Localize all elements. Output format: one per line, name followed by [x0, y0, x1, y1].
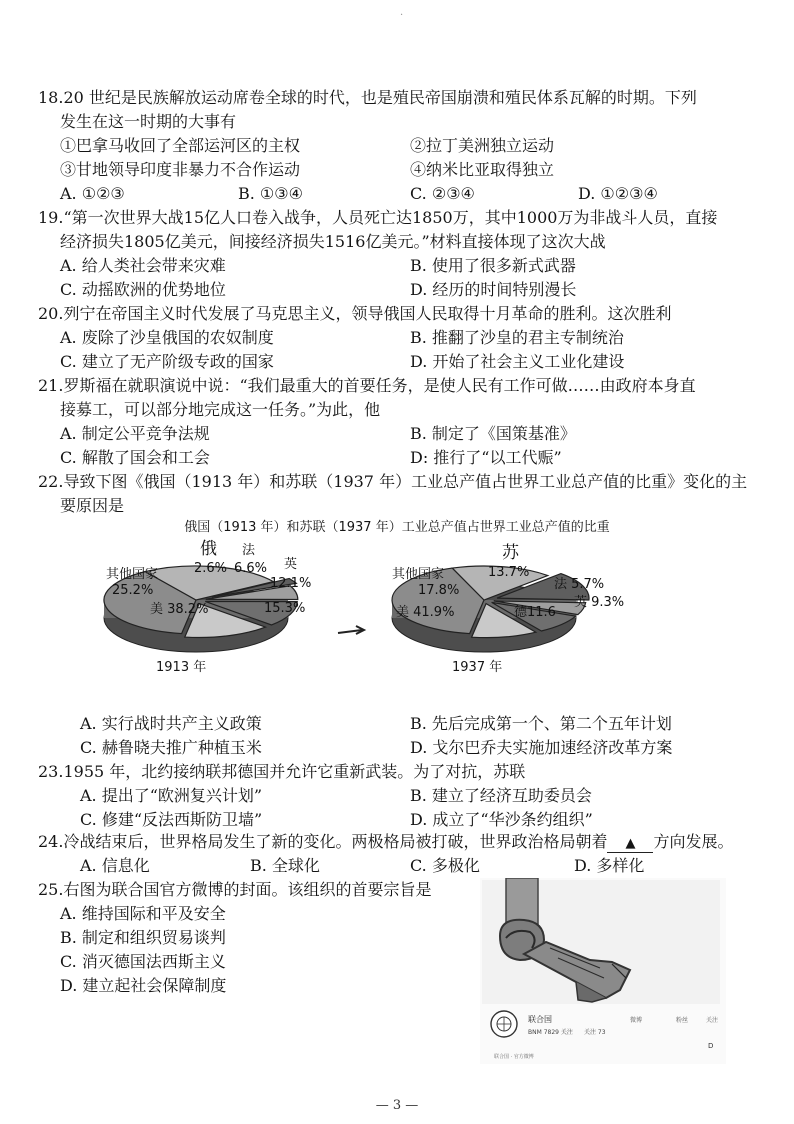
- triangle-icon: ▲: [625, 836, 636, 851]
- option-d: D. 建立起社会保障制度: [60, 976, 227, 995]
- label-france: 法: [242, 543, 256, 558]
- question-number: 25.: [38, 880, 64, 899]
- label-other-1913: 其他国家: [106, 567, 159, 582]
- question-21: [38, 374, 758, 470]
- option-a: A. 制定公平竞争法规: [60, 424, 210, 443]
- stem-line: 1955 年，北约接纳联邦德国并允许它重新武装。为了对抗，苏联: [63, 762, 526, 781]
- option-b: B. 建立了经济互助委员会: [410, 786, 592, 805]
- option-b: B. 制定了《国策基准》: [410, 424, 576, 443]
- option-d: D: 推行了“以工代赈”: [410, 448, 562, 467]
- option-b: B. 制定和组织贸易谈判: [60, 928, 226, 947]
- option-c: C. 赫鲁晓夫推广种植玉米: [80, 738, 262, 757]
- stem-line: 右图为联合国官方微博的封面。该组织的首要宗旨是: [63, 880, 432, 899]
- label-us-1937: 美 41.9%: [396, 605, 455, 620]
- stem-text: 冷战结束后，世界格局发生了新的变化。两极格局被打破，世界政治格局朝着: [63, 832, 608, 851]
- stem-line: 接募工，可以部分地完成这一任务。”为此，他: [60, 400, 381, 419]
- label-germany-1937: 德11.6: [514, 605, 556, 620]
- stem-text: 方向发展。: [653, 832, 734, 851]
- stem-line: 要原因是: [60, 496, 125, 515]
- top-scan-mark: ·: [400, 10, 404, 21]
- arrow-icon: [338, 626, 364, 634]
- un-weibo-cover-image: [480, 878, 726, 1064]
- value-russia: 2.6%: [194, 561, 228, 576]
- un-meta-2: 关注 73: [584, 1029, 606, 1036]
- value-ussr: 13.7%: [488, 565, 530, 580]
- option-a: A. 信息化: [80, 856, 150, 875]
- label-russia: 俄: [200, 539, 217, 559]
- label-france-1937: 法 5.7%: [554, 577, 605, 592]
- stem-line: 20 世纪是民族解放运动席卷全球的时代，也是殖民帝国崩溃和殖民体系瓦解的时期。下列: [63, 88, 697, 107]
- stem-line: 导致下图《俄国（1913 年）和苏联（1937 年）工业总产值占世界工业总产值的比重》变化的主: [63, 472, 748, 491]
- label-us-1913: 美 38.2%: [150, 602, 209, 617]
- question-number: 23.: [38, 762, 64, 781]
- option-a: A. ①②③: [60, 184, 125, 203]
- option-d: D. 戈尔巴乔夫实施加速经济改革方案: [410, 738, 673, 757]
- question-24: [38, 830, 758, 878]
- question-number: 21.: [38, 376, 64, 395]
- stem-line: 经济损失1805亿美元，间接经济损失1516亿美元。”材料直接体现了这次大战: [60, 232, 606, 251]
- item-2: ②拉丁美洲独立运动: [410, 136, 555, 155]
- question-number: 22.: [38, 472, 64, 491]
- stem-line: 发生在这一时期的大事有: [60, 112, 237, 131]
- answer-blank: [607, 836, 653, 853]
- item-1: ①巴拿马收回了全部运河区的主权: [60, 136, 301, 155]
- un-logo-text: 联合国: [528, 1015, 552, 1024]
- option-a: A. 维持国际和平及安全: [60, 904, 226, 923]
- un-footer: 联合国 · 官方微博: [494, 1054, 534, 1060]
- chart-title: 俄国（1913 年）和苏联（1937 年）工业总产值占世界工业总产值的比重: [184, 520, 610, 535]
- item-4: ④纳米比亚取得独立: [410, 160, 555, 179]
- pie-charts: [0, 530, 794, 680]
- question-22: [38, 470, 758, 518]
- option-a: A. 给人类社会带来灾难: [60, 256, 226, 275]
- option-c: C. 动摇欧洲的优势地位: [60, 280, 226, 299]
- label-uk: 英: [284, 557, 298, 572]
- option-a: A. 废除了沙皇俄国的农奴制度: [60, 328, 274, 347]
- un-stat-c: 关注: [706, 1017, 719, 1024]
- option-c: C. 解散了国会和工会: [60, 448, 210, 467]
- option-d: D. ①②③④: [578, 184, 658, 203]
- caption-1937: 1937 年: [452, 660, 503, 675]
- option-d: D. 成立了“华沙条约组织”: [410, 810, 593, 829]
- option-a: A. 提出了“欧洲复兴计划”: [80, 786, 263, 805]
- value-germany: 15.3%: [264, 601, 306, 616]
- item-3: ③甘地领导印度非暴力不合作运动: [60, 160, 301, 179]
- stem-line: 列宁在帝国主义时代发展了马克思主义，领导俄国人民取得十月革命的胜利。这次胜利: [63, 304, 672, 323]
- option-c: C. 建立了无产阶级专政的国家: [60, 352, 274, 371]
- option-d: D. 开始了社会主义工业化建设: [410, 352, 625, 371]
- option-c: C. 消灭德国法西斯主义: [60, 952, 226, 971]
- question-number: 18.: [38, 88, 64, 107]
- question-18: [38, 86, 758, 206]
- question-23: [38, 760, 758, 832]
- value-france: 6.6%: [234, 561, 268, 576]
- question-number: 20.: [38, 304, 64, 323]
- option-c: C. 修建“反法西斯防卫墙”: [80, 810, 263, 829]
- question-number: 19.: [38, 208, 64, 227]
- option-d: D. 经历的时间特别漫长: [410, 280, 577, 299]
- question-22-options: [38, 712, 758, 760]
- option-a: A. 实行战时共产主义政策: [80, 714, 262, 733]
- caption-1913: 1913 年: [156, 660, 207, 675]
- un-emblem-icon: [491, 1011, 517, 1037]
- label-uk-1937: 英 9.3%: [574, 595, 625, 610]
- label-ussr: 苏: [502, 543, 519, 563]
- page-number: — 3 —: [375, 1098, 419, 1113]
- option-b: B. ①③④: [238, 184, 303, 203]
- question-stem: [38, 86, 758, 110]
- question-20: [38, 302, 758, 374]
- option-b: B. 使用了很多新式武器: [410, 256, 576, 275]
- stem-line: “第一次世界大战15亿人口卷入战争，人员死亡达1850万，其中1000万为非战斗人员，直接: [63, 208, 718, 227]
- value-other-1913: 25.2%: [112, 583, 154, 598]
- option-c: C. 多极化: [410, 856, 480, 875]
- un-meta-1: BNM 7829 关注: [528, 1029, 573, 1036]
- stem-line: 罗斯福在就职演说中说：“我们最重大的首要任务，是使人民有工作可做……由政府本身直: [63, 376, 696, 395]
- question-25: [38, 878, 478, 998]
- option-b: B. 先后完成第一个、第二个五年计划: [410, 714, 672, 733]
- option-d: D. 多样化: [574, 856, 645, 875]
- label-other-1937: 其他国家: [392, 567, 445, 582]
- question-number: 24.: [38, 832, 64, 851]
- option-c: C. ②③④: [410, 184, 475, 203]
- un-stat-b: 粉丝: [676, 1017, 689, 1024]
- un-stat-a: 微博: [630, 1017, 643, 1024]
- option-b: B. 全球化: [250, 856, 320, 875]
- value-other-1937: 17.8%: [418, 583, 460, 598]
- option-b: B. 推翻了沙皇的君主专制统治: [410, 328, 624, 347]
- value-uk: 12.1%: [270, 576, 312, 591]
- question-19: [38, 206, 758, 302]
- un-corner-mark: D: [708, 1042, 714, 1050]
